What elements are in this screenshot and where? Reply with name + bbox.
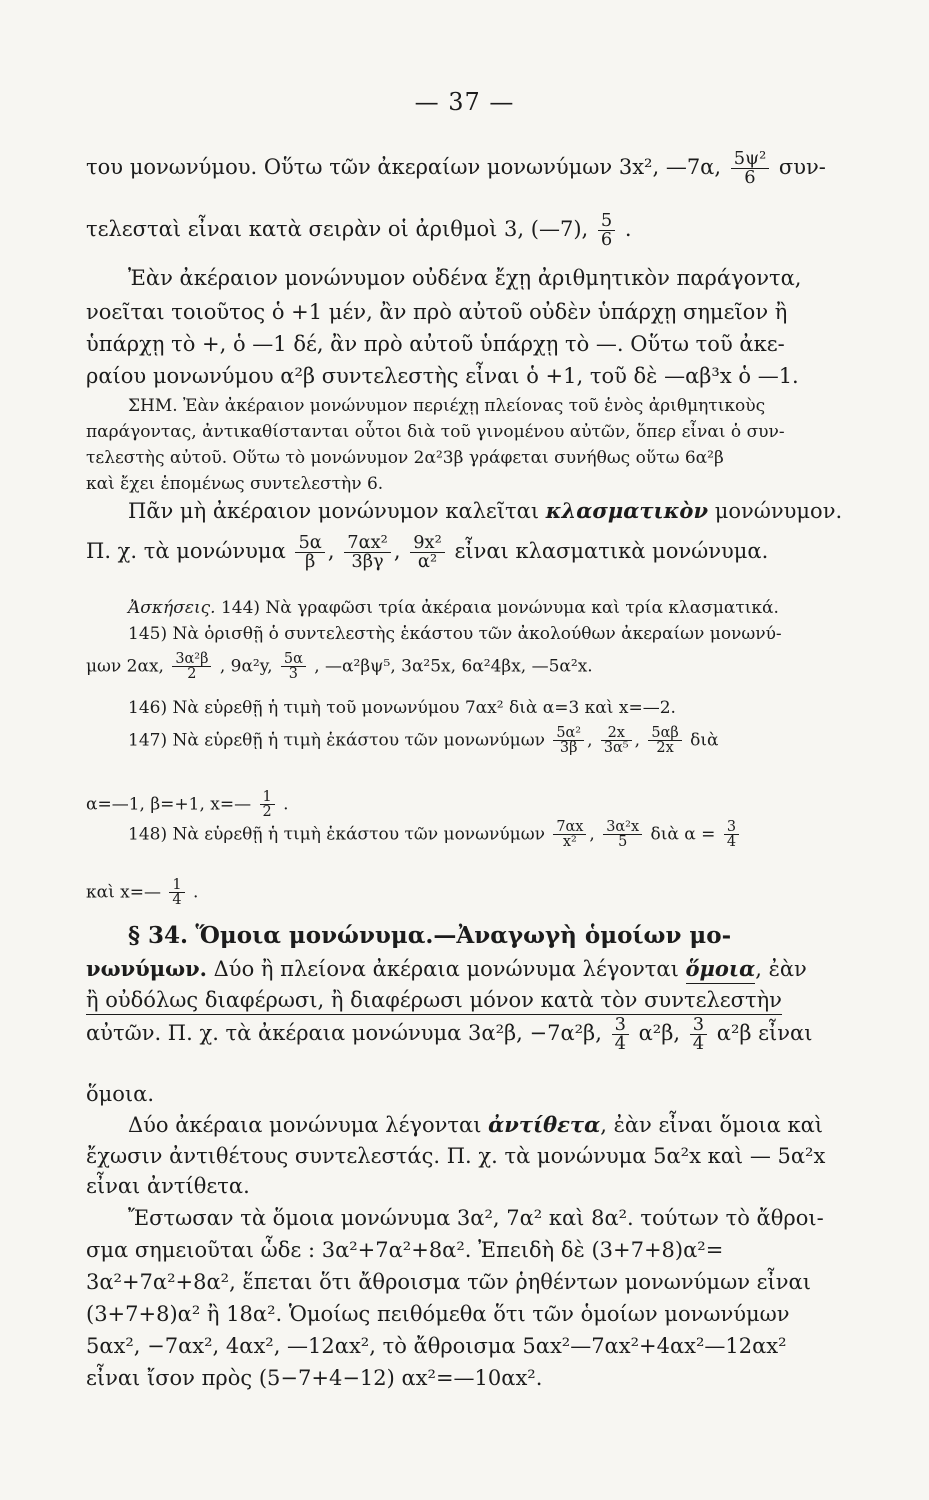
text-line: Ἔστωσαν τὰ ὅμοια μονώνυμα 3α², 7α² καὶ 8α². τούτων τὸ ἄθροι- <box>128 1206 824 1230</box>
text-line: Ἐὰν ἀκέραιον μονώνυμον οὐδένα ἔχῃ ἀριθμητικὸν παράγοντα, <box>128 266 802 290</box>
text-line: 147) Νὰ εὑρεθῇ ἡ τιμὴ ἑκάστου τῶν μονωνύμων $\frac{\text{5α²}}{3\beta}$ , $\frac{2x}{\text{3α⁵}}$ , $\frac{5\alpha\beta}{2x}$ διὰ <box>128 725 719 757</box>
text-line: τελεστὴς αὐτοῦ. Οὕτω τὸ μονώνυμον 2α²3β γράφεται συνήθως οὕτω 6α²β <box>86 448 724 468</box>
text-line: καὶ ἔχει ἑπομένως συντελεστὴν 6. <box>86 474 384 494</box>
text-line: νοεῖται τοιοῦτος ὁ +1 μέν, ἂν πρὸ αὐτοῦ οὐδὲν ὑπάρχῃ σημεῖον ἢ <box>86 300 788 324</box>
fraction: $\frac{1}{4}$ <box>169 878 184 908</box>
section-title: Ὅμοια μονώνυμα.—Ἀναγωγὴ ὁμοίων μο- <box>195 922 732 949</box>
text: του μονωνύμου. Οὕτω τῶν ἀκεραίων μονωνύμων 3x², —7α, <box>86 154 722 179</box>
text-line: 146) Νὰ εὑρεθῇ ἡ τιμὴ τοῦ μονωνύμου 7αx² διὰ α=3 καὶ x=—2. <box>128 698 676 718</box>
text-line: μων 2αx, $\frac{\text{3α²β}}{2}$ , 9α²y, $\frac{5\alpha}{3}$ , —α²βψ⁵, 3α²5x, 6α²4βx, —5α²x. <box>86 651 593 683</box>
text-line: 145) Νὰ ὁρισθῇ ὁ συντελεστὴς ἑκάστου τῶν ἀκολούθων ἀκεραίων μονωνύ- <box>128 624 782 644</box>
text-line: 5αx², −7αx², 4αx², —12αx², τὸ ἄθροισμα 5αx²—7αx²+4αx²—12αx² <box>86 1334 787 1358</box>
text-line: παράγοντας, ἀντικαθίστανται οὗτοι διὰ τοῦ γινομένου αὐτῶν, ὅπερ εἶναι ὁ συν- <box>86 422 785 442</box>
fraction: $\frac{\text{3α²x}}{5}$ <box>603 820 642 850</box>
fraction: $\frac{5\alpha}{3}$ <box>281 652 306 682</box>
fraction: $\frac{\text{5α²}}{3\beta}$ <box>553 726 584 756</box>
text-line: Δύο ἀκέραια μονώνυμα λέγονται ἀντίθετα, ἐὰν εἶναι ὅμοια καὶ <box>128 1112 824 1137</box>
text-line: α=—1, β=+1, x=— $\frac{1}{2}$ . <box>86 789 289 821</box>
page-number: — 37 — <box>414 88 515 116</box>
fraction: $\frac{3}{4}$ <box>690 1016 707 1053</box>
fraction: $\frac{\text{9x²}}{\text{α²}}$ <box>410 534 445 571</box>
fraction: $\frac{5}{6}$ <box>598 212 615 249</box>
text-line <box>86 150 826 187</box>
fraction: $\frac{\text{7αx²}}{3\beta\gamma}$ <box>344 534 391 571</box>
text-line: σμα σημειοῦται ὧδε : 3α²+7α²+8α². Ἐπειδὴ δὲ (3+7+8)α²= <box>86 1238 724 1262</box>
text-line: εἶναι ἀντίθετα. <box>86 1174 250 1198</box>
text-line: ἢ οὐδόλως διαφέρωσι, ἢ διαφέρωσι μόνον κατὰ τὸν συντελεστὴν <box>86 990 782 1011</box>
text: τελεσταὶ εἶναι κατὰ σειρὰν οἱ ἀριθμοὶ 3, (—7), <box>86 216 589 241</box>
text-line: αὐτῶν. Π. χ. τὰ ἀκέραια μονώνυμα 3α²β, −7α²β, $\frac{3}{4}$ α²β, $\frac{3}{4}$ α²β εἶναι <box>86 1014 813 1054</box>
text-line <box>86 212 632 249</box>
fraction: $\frac{\text{3α²β}}{2}$ <box>172 652 211 682</box>
text-line: καὶ x=— $\frac{1}{4}$ . <box>86 877 199 909</box>
text-line: 148) Νὰ εὑρεθῇ ἡ τιμὴ ἑκάστου τῶν μονωνύμων $\frac{7\alpha x}{\text{x²}}$ , $\frac{\text{3α²x}}{5}$ διὰ α = $\frac{3}{4}$ <box>128 820 742 850</box>
text-line: (3+7+8)α² ἢ 18α². Ὁμοίως πειθόμεθα ὅτι τῶν ὁμοίων μονωνύμων <box>86 1302 790 1326</box>
text-line: ὅμοια. <box>86 1082 155 1106</box>
text-line: νωνύμων. Δύο ἢ πλείονα ἀκέραια μονώνυμα λέγονται ὅμοια, ἐὰν <box>86 958 807 980</box>
text: συν- <box>778 154 826 179</box>
text-line: Π. χ. τὰ μονώνυμα $\frac{5\alpha}{\beta}$ , $\frac{\text{7αx²}}{3\beta\gamma}$ , $\frac{\text{9x²}}{\text{α²}}$ εἶναι κλασματικὰ μονώνυμα. <box>86 532 769 572</box>
term-emphasis: κλασματικὸν <box>545 498 709 523</box>
fraction: $\frac{1}{2}$ <box>260 790 275 820</box>
exercises-heading: Ἀσκήσεις. <box>128 598 216 618</box>
text-line: ὑπάρχῃ τὸ +, ὁ —1 δέ, ἂν πρὸ αὐτοῦ ὑπάρχῃ τὸ —. Οὕτω τοῦ ἀκε- <box>86 332 785 356</box>
fraction: $\frac{2x}{\text{3α⁵}}$ <box>601 726 632 756</box>
text: . <box>624 216 632 241</box>
text-line: Πᾶν μὴ ἀκέραιον μονώνυμον καλεῖται κλασματικὸν μονώνυμον. <box>128 498 843 523</box>
fraction: $\frac{7\alpha x}{\text{x²}}$ <box>553 820 586 850</box>
fraction: $\frac{5\alpha}{\beta}$ <box>295 534 324 571</box>
text-line: Ἀσκήσεις. 144) Νὰ γραφῶσι τρία ἀκέραια μονώνυμα καὶ τρία κλασματικά. <box>128 598 779 618</box>
term-emphasis: ἀντίθετα <box>488 1112 601 1137</box>
text-line: ραίου μονωνύμου α²β συντελεστὴς εἶναι ὁ +1, τοῦ δὲ —αβ³x ὁ —1. <box>86 364 799 388</box>
fraction: $\frac{3}{4}$ <box>612 1016 629 1053</box>
text-line: 3α²+7α²+8α², ἕπεται ὅτι ἄθροισμα τῶν ῥηθέντων μονωνύμων εἶναι <box>86 1270 811 1294</box>
text-line: ΣΗΜ. Ἐὰν ἀκέραιον μονώνυμον περιέχῃ πλείονας τοῦ ἑνὸς ἀριθμητικοὺς <box>128 396 766 416</box>
section-number: § 34. <box>128 922 189 949</box>
section-heading <box>128 924 731 948</box>
fraction: $\frac{3}{4}$ <box>724 820 739 850</box>
fraction: $\frac{5\alpha\beta}{2x}$ <box>648 726 681 756</box>
term-emphasis: ὅμοια <box>686 956 756 984</box>
fraction: $\frac{\text{5ψ²}}{6}$ <box>731 150 770 187</box>
text-line: ἔχωσιν ἀντιθέτους συντελεστάς. Π. χ. τὰ μονώνυμα 5α²x καὶ — 5α²x <box>86 1144 826 1168</box>
text-line: εἶναι ἴσον πρὸς (5−7+4−12) αx²=—10αx². <box>86 1366 543 1390</box>
